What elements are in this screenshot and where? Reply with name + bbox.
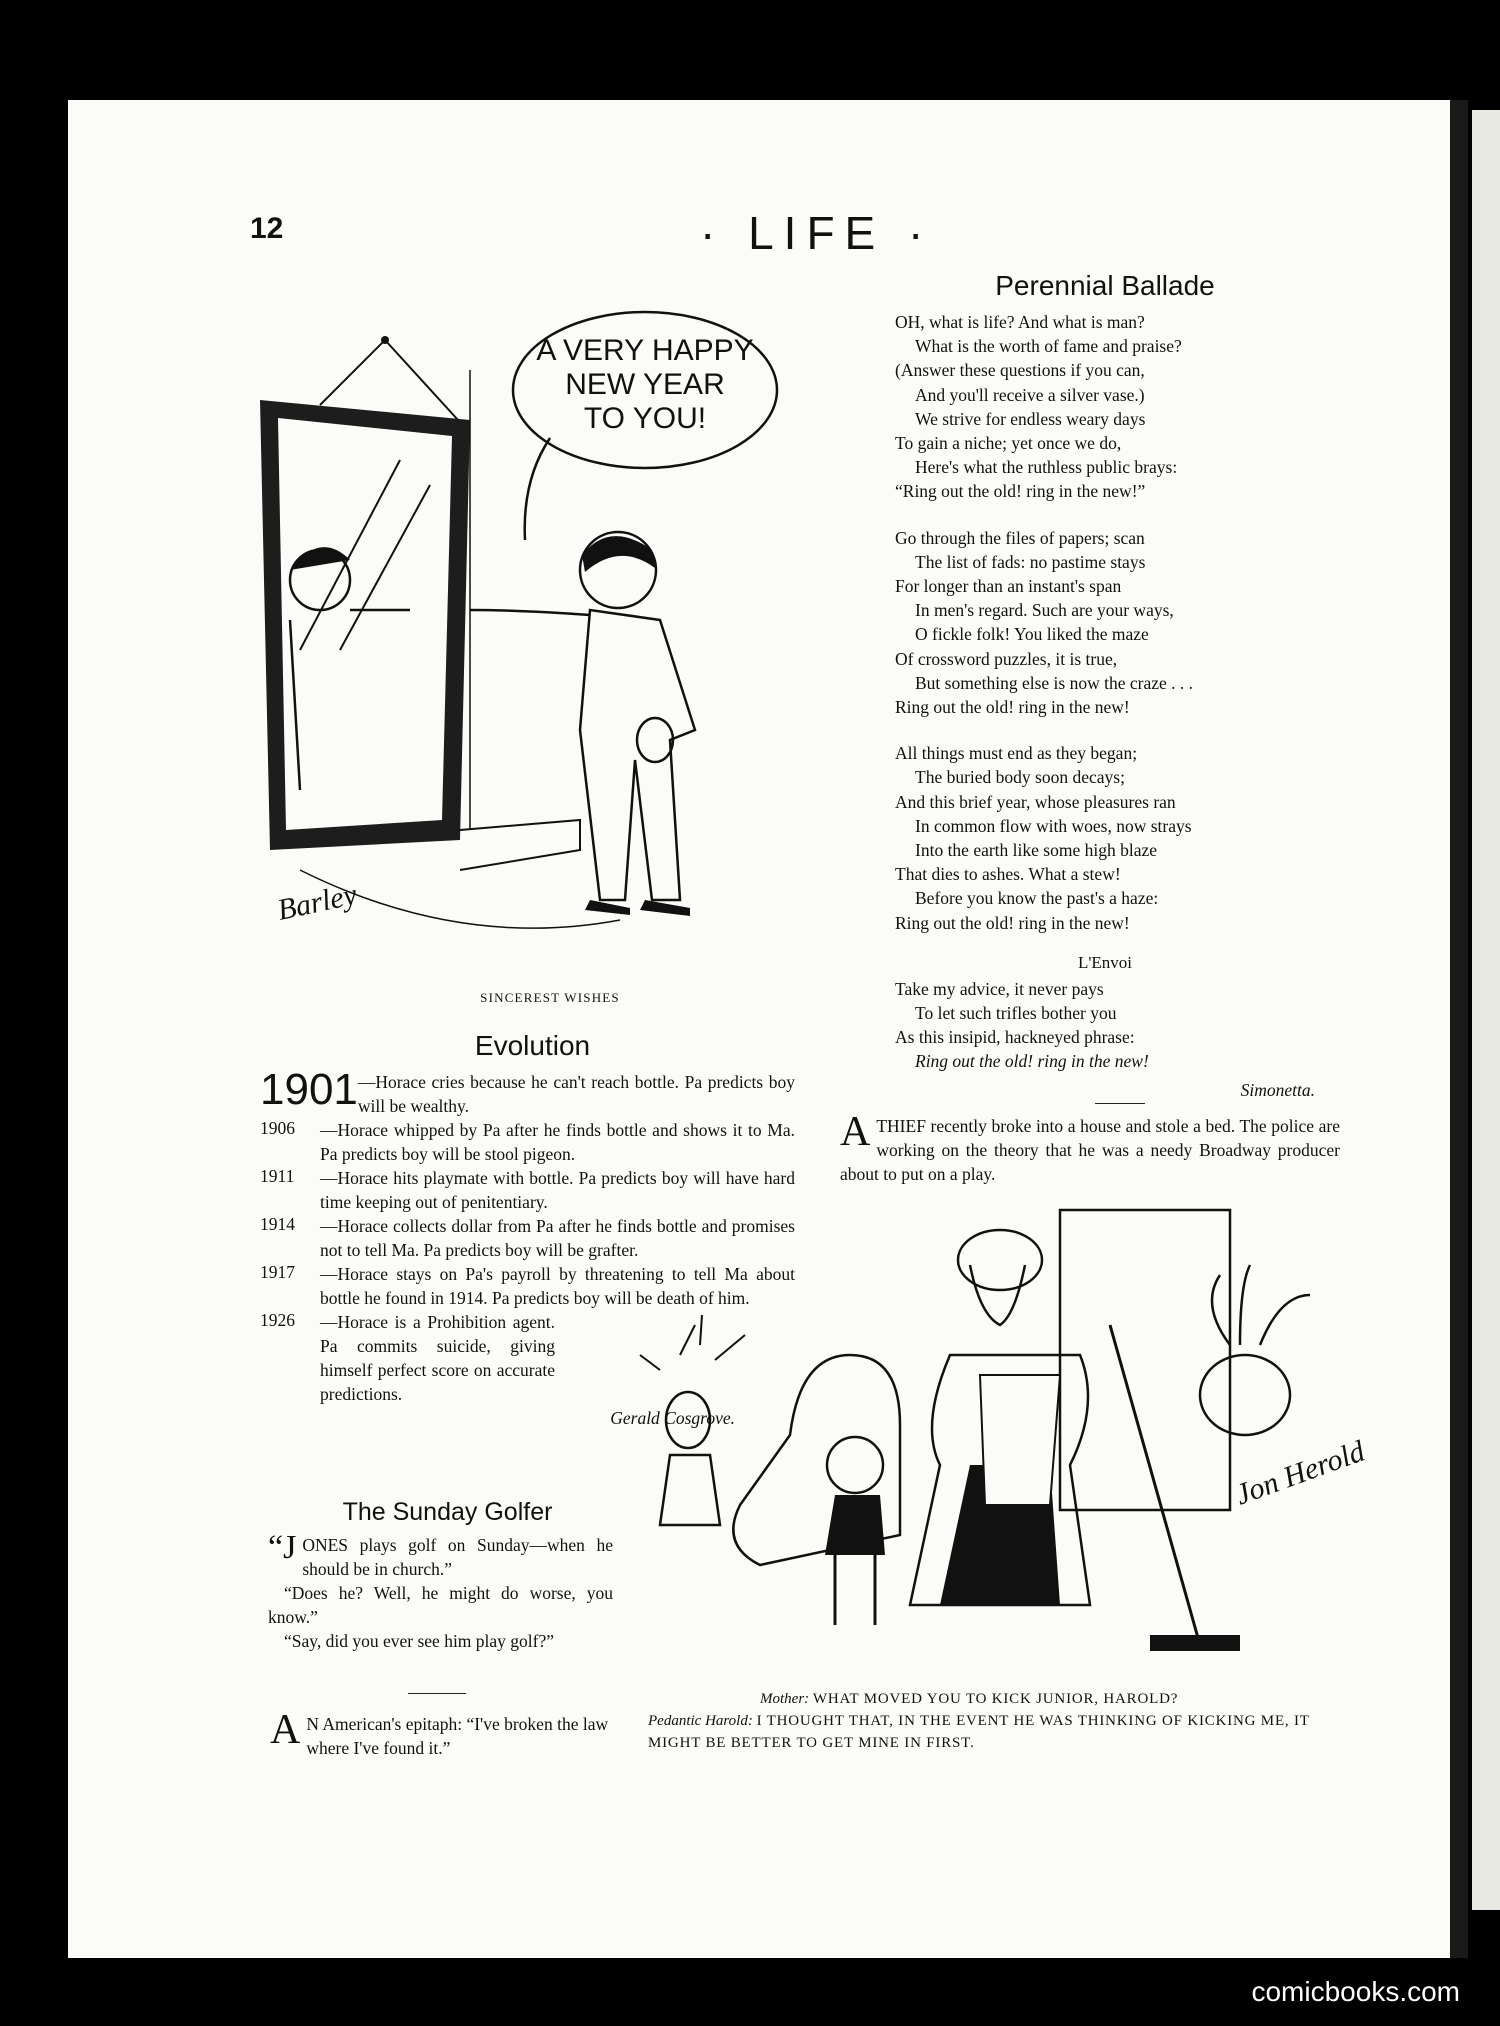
evolution-entry [260,1166,795,1214]
evolution-year: 1926 [260,1310,295,1330]
golfer-title: The Sunday Golfer [342,1498,553,1526]
poem-line: The buried body soon decays; [915,767,1125,788]
envoi-line: Take my advice, it never pays [895,978,1104,999]
poem-line: Into the earth like some high blaze [915,840,1158,861]
ballade-stanza [895,310,1315,504]
evolution-article [260,1065,795,1430]
evolution-entry [260,1118,795,1166]
epitaph-dropcap: A [270,1707,301,1753]
caption-line-harold: I THOUGHT THAT, IN THE EVENT HE WAS THINKING OF KICKING ME, IT MIGHT BE BETTER TO GET MINE IN FIRST. [648,1713,1310,1751]
golfer-line-2: “Does he? Well, he might do worse, you know.” [268,1583,613,1627]
evolution-entry-first [260,1065,795,1118]
divider-rule-2 [408,1693,466,1694]
envoi-title: L'Envoi [1077,952,1133,972]
evolution-year: 1917 [260,1262,295,1282]
poem-line: All things must end as they began; [895,743,1138,764]
caption-speaker-harold: Pedantic Harold: [648,1713,753,1729]
poem-line: “Ring out the old! ring in the new!” [895,481,1146,502]
golfer-article [268,1529,613,1653]
watermark: comicbooks.com [1251,1976,1460,2007]
poem-line: And this brief year, whose pleasures ran [895,791,1176,812]
poem-line: Before you know the past's a haze: [915,888,1159,909]
poem-line: Go through the files of papers; scan [895,527,1145,548]
speech-line-2: NEW YEAR [565,368,725,401]
evolution-text: —Horace stays on Pa's payroll by threatening to tell Ma about bottle he found in 1914. Pa predicts boy will be death of him. [320,1264,795,1308]
poem-line: O fickle folk! You liked the maze [915,624,1149,645]
caption-speaker-mother: Mother: [760,1691,810,1707]
evolution-text: —Horace hits playmate with bottle. Pa predicts boy will have hard time keeping out of penitentiary. [320,1168,795,1212]
thief-paragraph [840,1109,1340,1186]
evolution-title: Evolution [474,1030,591,1061]
divider-rule [1095,1103,1145,1104]
evolution-year: 1906 [260,1118,295,1138]
poem-line: In common flow with woes, now strays [915,815,1192,836]
speech-line-3: TO YOU! [583,402,707,435]
epitaph-text: N American's epitaph: “I've broken the law where I've found it.” [306,1714,609,1758]
evolution-entry [260,1214,795,1262]
poem-line: In men's regard. Such are your ways, [915,600,1174,621]
speech-line-1: A VERY HAPPY [536,334,754,367]
envoi-line: As this insipid, hackneyed phrase: [895,1027,1135,1048]
poem-line: To gain a niche; yet once we do, [895,433,1122,454]
masthead: · LIFE · [700,207,934,259]
evolution-text: —Horace collects dollar from Pa after he finds bottle and promises not to tell Ma. Pa predicts boy will be grafter. [320,1216,795,1260]
poem-line: But something else is now the craze . . . [915,672,1193,693]
cartoon-mirror-illustration [260,310,820,990]
poem-line: And you'll receive a silver vase.) [915,384,1145,405]
cartoon1-signature: Barley [274,877,360,927]
poem-line: That dies to ashes. What a stew! [895,864,1121,885]
thief-text: THIEF recently broke into a house and stole a bed. The police are working on the theory that he was a needy Broadway producer about to put on a play. [840,1116,1340,1184]
poem-line: What is the worth of fame and praise? [915,336,1182,357]
caption-line-mother: WHAT MOVED YOU TO KICK JUNIOR, HAROLD? [812,1691,1179,1707]
golfer-line-1: ONES plays golf on Sunday—when he should be in church.” [302,1535,613,1579]
ballade-author: Simonetta. [1240,1079,1315,1100]
poem-line: (Answer these questions if you can, [895,360,1145,381]
poem-line: For longer than an instant's span [895,576,1122,597]
cartoon1-caption: SINCEREST WISHES [480,990,620,1005]
evolution-year: 1914 [260,1214,295,1234]
evolution-first-year: 1901 [260,1065,358,1114]
ballade-stanza [895,526,1315,720]
envoi-line: To let such trifles bother you [915,1003,1117,1024]
evolution-first-text: —Horace cries because he can't reach bottle. Pa predicts boy will be wealthy. [357,1072,795,1116]
cartoon2-caption [620,1688,1340,1754]
poem-line: Ring out the old! ring in the new! [895,697,1130,718]
evolution-author: Gerald Cosgrove. [610,1408,735,1428]
poem-line: Ring out the old! ring in the new! [895,912,1130,933]
poem-line: The list of fads: no pastime stays [915,551,1146,572]
page-spine [1450,100,1468,1958]
poem-line: Of crossword puzzles, it is true, [895,648,1118,669]
poem-line: We strive for endless weary days [915,408,1146,429]
ballade-poem [895,310,1315,1102]
evolution-entry [260,1310,795,1406]
epitaph-paragraph [270,1707,615,1760]
golfer-line-3: “Say, did you ever see him play golf?” [284,1631,555,1651]
thief-dropcap: A [840,1109,871,1155]
poem-line: Here's what the ruthless public brays: [915,457,1178,478]
evolution-text: —Horace is a Prohibition agent. Pa commits suicide, giving himself perfect score on accurate predictions. [320,1312,555,1404]
next-page-edge [1472,110,1500,1910]
cartoon2-signature: Jon Herold [1231,1434,1369,1512]
golfer-dropcap: “J [268,1529,297,1566]
evolution-year: 1911 [260,1166,295,1186]
evolution-text: —Horace whipped by Pa after he finds bottle and shows it to Ma. Pa predicts boy will be stool pigeon. [320,1120,795,1164]
poem-line: OH, what is life? And what is man? [895,312,1145,332]
ballade-title: Perennial Ballade [995,270,1215,301]
ballade-stanza [895,741,1315,935]
evolution-entry [260,1262,795,1310]
envoi-line: Ring out the old! ring in the new! [915,1051,1149,1072]
page-number: 12 [250,212,284,245]
